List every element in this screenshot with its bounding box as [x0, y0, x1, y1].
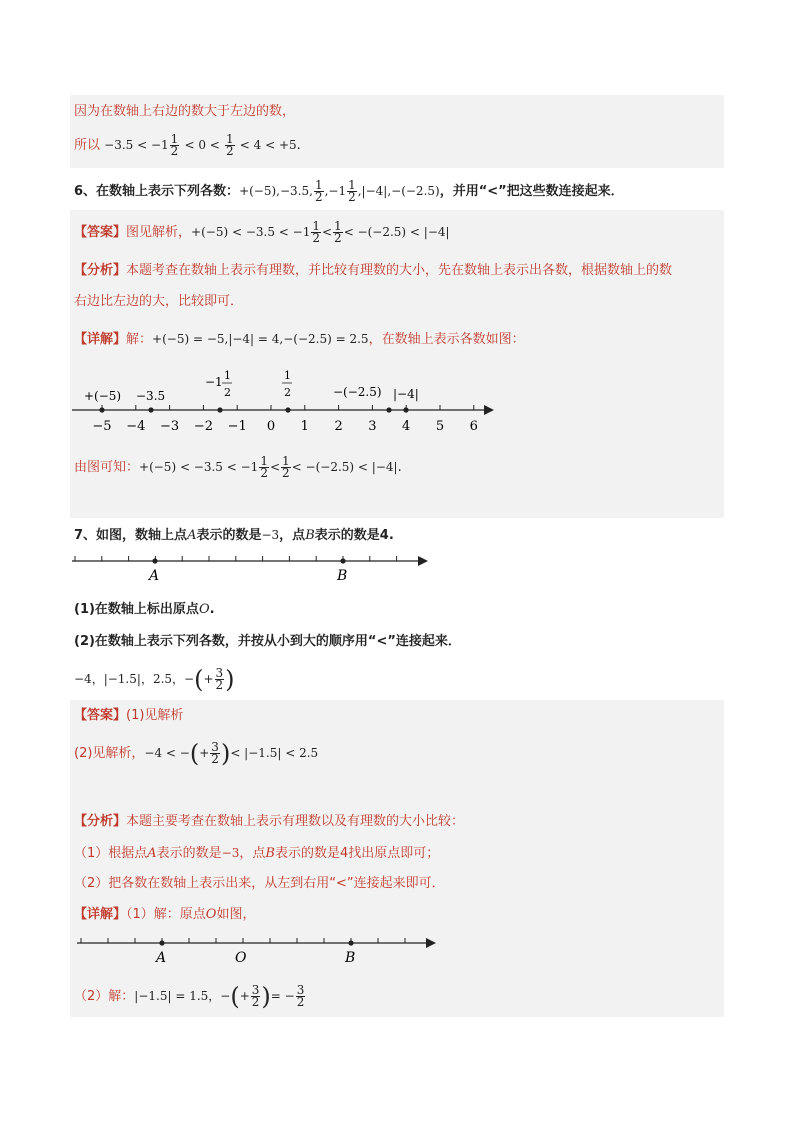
q7-stem-point-a: A	[187, 528, 197, 543]
q7-detail2-frac-2	[296, 985, 306, 1008]
q7-numbers	[74, 665, 235, 694]
q6-detail-math: +(−5) = −5,|−4| = 4,−(−2.5) = 2.5	[152, 332, 369, 346]
q6-label-neg1-den: 2	[224, 386, 231, 399]
q7-answer-2	[74, 739, 319, 768]
q5-frac-2	[225, 134, 235, 157]
q6-stem-math-b: ,−1	[324, 184, 347, 198]
q7-number: 7、	[74, 528, 97, 543]
q7-stem-a: 如图，数轴上点	[96, 528, 188, 543]
q7-num-paren-close: )	[225, 665, 235, 694]
q7-detail-label-b: B	[345, 950, 356, 966]
q6-answer-math-c: < −(−2.5) < |−4|	[343, 225, 450, 239]
frac-den: 2	[251, 995, 260, 1009]
q7-num-2-5: ，2.5，	[140, 672, 185, 686]
q6-stem-frac-2	[347, 180, 357, 203]
q7-stem-axis-arrow	[418, 556, 428, 566]
q7-analysis-3: （2）把各数在数轴上表示出来，从左到右用“<”连接起来即可．	[74, 876, 445, 891]
q6-point-neg3-5	[148, 407, 153, 412]
q7-answer2-paren-open: (	[189, 739, 200, 768]
q7-answer1-text: (1)见解析	[126, 708, 184, 723]
q6-answer-math-a: +(−5) < −3.5 < −1	[191, 225, 311, 239]
q5-conclusion-line	[74, 134, 301, 157]
q7-detail-number-line	[75, 933, 445, 968]
q7-analysis2-e: 找出原点即可；	[348, 846, 440, 861]
q6-stem-math: +(−5),−3.5,	[239, 184, 313, 198]
q6-conclusion	[74, 456, 402, 479]
q7-analysis-text: 本题主要考查在数轴上表示有理数以及有理数的大小比较：	[126, 814, 465, 829]
q6-stem	[74, 180, 624, 203]
q7-analysis2-c: ，点	[239, 846, 266, 861]
q6-detail-text-b: ，在数轴上表示各数如图：	[368, 332, 525, 347]
q6-point-plus-neg5	[99, 407, 104, 412]
q6-analysis-line-2: 右边比左边的大，比较即可．	[74, 294, 244, 309]
frac-den: 2	[348, 190, 356, 204]
frac-num: 3	[215, 666, 224, 680]
q6-point-half	[285, 407, 290, 412]
frac-num: 3	[251, 983, 260, 997]
q7-num-neg4: −4，	[74, 672, 104, 686]
q6-tick-label: −5	[92, 419, 112, 434]
q6-detail-tag: 【详解】	[74, 332, 127, 347]
q7-analysis2-a: （1）根据点	[74, 846, 148, 861]
q6-axis-arrow	[484, 405, 494, 415]
q7-detail2-frac-1	[251, 985, 261, 1008]
frac-den: 2	[170, 144, 179, 158]
q6-point-2-5	[386, 407, 391, 412]
q6-tick-label: 3	[368, 419, 377, 434]
q6-tick-label: −1	[227, 419, 247, 434]
q6-conclusion-math-b: <	[269, 460, 281, 474]
q7-analysis2-val-a: −3	[221, 846, 240, 860]
q6-label-half-num: 1	[284, 369, 291, 382]
q7-detail-tag: 【详解】	[74, 907, 127, 922]
q7-analysis2-point-a: A	[147, 846, 157, 861]
q7-sub2: (2)在数轴上表示下列各数，并按从小到大的顺序用“<”连接起来．	[74, 634, 461, 649]
q5-prefix: 所以	[74, 138, 101, 153]
q6-answer-frac-1	[311, 221, 321, 244]
frac-den: 2	[260, 466, 268, 480]
q6-detail-text-a: 解：	[126, 332, 153, 347]
q6-stem-a: 在数轴上表示下列各数：	[96, 184, 240, 199]
q7-answer2-frac	[210, 742, 220, 765]
q7-answer2-text: (2)见解析，	[74, 746, 145, 761]
q6-answer-tag: 【答案】	[74, 225, 127, 240]
q6-conclusion-frac-1	[259, 456, 269, 479]
q6-answer-frac-2	[333, 221, 343, 244]
q7-detail2-math-b: −	[220, 989, 231, 1003]
q7-detail-2	[74, 982, 306, 1011]
q7-analysis2-d: 表示的数是	[274, 846, 340, 861]
q7-stem-point-a	[152, 558, 157, 563]
q7-detail1-b: 如图，	[216, 907, 256, 922]
frac-num: 1	[260, 454, 268, 468]
q7-detail2-paren-open: (	[230, 982, 240, 1011]
q7-sub1-end: .	[209, 602, 215, 617]
q6-answer	[74, 221, 450, 244]
frac-num: 1	[334, 219, 342, 233]
frac-num: 1	[282, 454, 290, 468]
frac-den: 2	[314, 190, 323, 204]
q7-detail2-math-a: |−1.5| = 1.5，	[134, 989, 221, 1003]
q6-point-neg1-5	[217, 407, 222, 412]
q7-detail-axis-arrow	[426, 938, 436, 948]
frac-num: 1	[225, 132, 234, 146]
q7-num-frac	[215, 668, 225, 691]
q7-answer2-plus: +	[199, 746, 210, 760]
q7-num-plus: +	[203, 672, 214, 686]
q7-analysis2-b: 表示的数是	[156, 846, 222, 861]
q6-label-neg1-num: 1	[224, 369, 231, 382]
q7-analysis-tag: 【分析】	[74, 814, 127, 829]
q5-math-a: −3.5 < −1	[104, 138, 169, 152]
q7-analysis-1	[74, 812, 464, 832]
frac-num: 1	[170, 132, 179, 146]
q6-label-neg3-5: −3.5	[136, 389, 166, 403]
q6-conclusion-math-c: < −(−2.5) < |−4|	[291, 460, 398, 474]
q7-stem-label-b: B	[337, 568, 348, 584]
q7-detail-point-a	[159, 940, 164, 945]
frac-den: 2	[334, 231, 342, 245]
q6-label-neg-neg2-5: −(−2.5)	[333, 385, 382, 399]
frac-num: 3	[296, 983, 305, 997]
q7-detail-1	[74, 905, 255, 925]
frac-den: 2	[215, 678, 224, 692]
q6-answer-math-b: <	[321, 225, 333, 239]
q7-sub1-text: (1)在数轴上标出原点	[74, 602, 199, 617]
q6-stem-frac-1	[314, 180, 324, 203]
q7-detail-point-b	[348, 940, 353, 945]
q7-analysis-2	[74, 843, 439, 864]
q6-stem-b: ，并用“<”把这些数连接起来．	[439, 184, 624, 199]
q5-end: .	[296, 138, 301, 153]
q6-conclusion-math-a: +(−5) < −3.5 < −1	[139, 460, 259, 474]
q6-tick-label: 6	[469, 419, 478, 434]
q7-stem-number-line	[70, 550, 435, 585]
q7-stem-point-b	[340, 558, 345, 563]
q6-conclusion-end: .	[397, 460, 402, 475]
frac-num: 1	[348, 178, 356, 192]
q6-conclusion-frac-2	[281, 456, 291, 479]
q7-detail1-a: （1）解：原点	[126, 907, 206, 922]
frac-den: 2	[296, 995, 305, 1009]
q7-stem-c: ，点	[279, 528, 306, 543]
q7-stem-end: .	[388, 528, 394, 543]
q6-tick-label: −4	[126, 419, 146, 434]
q7-detail2-math-c: = −	[270, 989, 295, 1003]
q6-number: 6、	[74, 184, 97, 199]
q7-detail-label-a: A	[156, 950, 167, 966]
q7-analysis2-val-b: 4	[339, 846, 349, 861]
q5-frac-1	[170, 134, 180, 157]
q7-detail2-paren-close: )	[261, 982, 271, 1011]
q6-point-abs4	[403, 407, 408, 412]
q6-tick-label: 4	[402, 419, 411, 434]
frac-num: 3	[211, 740, 219, 754]
frac-den: 2	[225, 144, 234, 158]
q6-detail	[74, 329, 525, 350]
q7-detail1-origin: O	[205, 907, 217, 922]
q7-answer2-math-b: < |−1.5| < 2.5	[230, 746, 319, 760]
q7-answer-tag: 【答案】	[74, 708, 127, 723]
q6-label-plus-neg5: +(−5)	[84, 389, 122, 403]
q6-stem-math-c: ,|−4|,−(−2.5)	[357, 184, 440, 198]
q6-label-half-den: 2	[284, 386, 291, 399]
q6-tick-label: −2	[193, 419, 213, 434]
q6-tick-label: 2	[334, 419, 343, 434]
q7-answer2-paren-close: )	[220, 739, 231, 768]
q6-tick-label: −3	[160, 419, 180, 434]
q5-math-c: < 4 < +5	[239, 138, 297, 152]
q7-stem-point-b: B	[305, 528, 315, 543]
q5-reason-line: 因为在数轴上右边的数大于左边的数，	[74, 104, 296, 119]
frac-den: 2	[282, 466, 290, 480]
q7-sub1-origin: O	[198, 602, 210, 617]
q6-analysis-tag: 【分析】	[74, 263, 127, 278]
q7-stem-val-b: 4	[379, 528, 389, 543]
q7-stem-label-a: A	[149, 568, 160, 584]
q7-answer-1	[74, 706, 183, 726]
q6-tick-label: 5	[435, 419, 445, 434]
q7-detail-ticks	[81, 938, 405, 943]
q7-num-paren-open: (	[194, 665, 204, 694]
q7-analysis2-point-b: B	[265, 846, 275, 861]
q5-math-b: < 0 <	[184, 138, 220, 152]
q7-detail2-a: （2）解：	[74, 989, 135, 1004]
q7-stem-ticks	[75, 556, 397, 561]
q7-stem-b: 表示的数是	[196, 528, 262, 543]
q6-answer-text: 图见解析，	[126, 225, 192, 240]
q7-sub1	[74, 600, 215, 620]
frac-den: 2	[211, 752, 219, 766]
q6-conclusion-text: 由图可知：	[74, 460, 140, 475]
frac-num: 1	[312, 219, 320, 233]
q7-detail2-plus: +	[239, 989, 250, 1003]
q6-tick-label: 0	[266, 419, 276, 434]
q6-tick-label: 1	[300, 419, 309, 434]
q7-num-neg: −	[184, 672, 195, 686]
q6-number-line	[70, 365, 500, 440]
q6-label-neg1-whole: −1	[205, 375, 223, 389]
q7-stem-val-a: −3	[261, 528, 280, 542]
frac-den: 2	[312, 231, 320, 245]
q7-stem-d: 表示的数是	[314, 528, 380, 543]
q7-detail-label-o: O	[235, 950, 247, 966]
q7-stem	[74, 525, 394, 546]
q7-num-abs-neg1-5: |−1.5|	[103, 672, 141, 686]
q6-analysis-line-1	[74, 261, 672, 281]
frac-num: 1	[314, 178, 323, 192]
q6-analysis-text: 本题考查在数轴上表示有理数，并比较有理数的大小，先在数轴上表示出各数，根据数轴上的数	[126, 263, 673, 278]
q6-label-abs-neg4: |−4|	[393, 387, 419, 401]
q7-answer2-math-a: −4 < −	[144, 746, 190, 760]
